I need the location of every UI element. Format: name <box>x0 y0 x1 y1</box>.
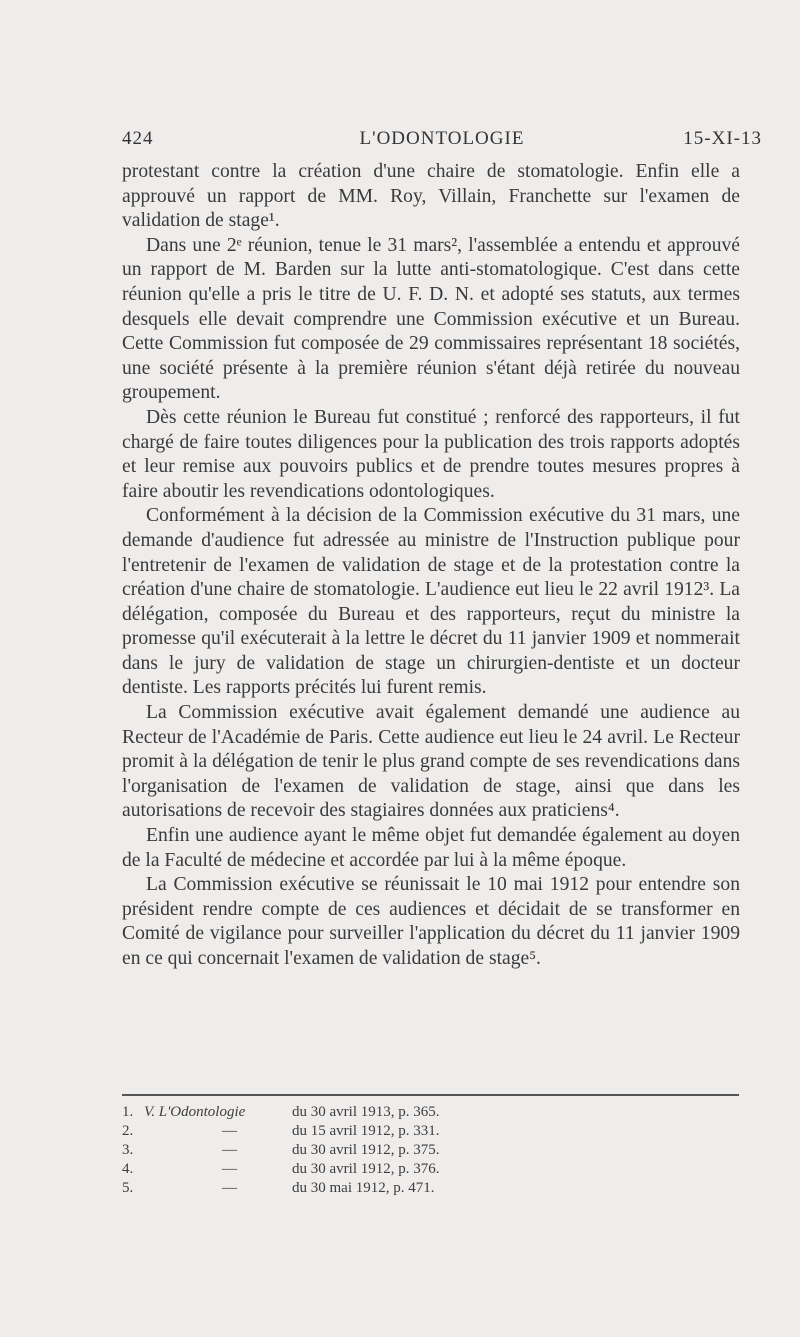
footnotes <box>122 1103 740 1198</box>
page-number: 424 <box>122 128 154 149</box>
footnote-ref: — <box>222 1180 237 1196</box>
footnote-number: 5. <box>122 1180 134 1196</box>
footnote-ref: — <box>222 1161 237 1177</box>
footnote-ref: — <box>222 1142 237 1158</box>
journal-title: L'ODONTOLOGIE <box>359 128 525 149</box>
footnote-ref: — <box>222 1123 237 1139</box>
footnote-detail: du 30 mai 1912, p. 471. <box>292 1180 435 1196</box>
footnote-detail: du 15 avril 1912, p. 331. <box>292 1123 440 1139</box>
paragraph-6: Enfin une audience ayant le même objet fut demandée également au doyen de la Faculté de médecine et accordée par lui à la même époque. <box>122 825 740 871</box>
issue-date: 15-XI-13 <box>683 128 762 149</box>
footnote-1 <box>122 1103 740 1122</box>
body-text <box>122 160 740 972</box>
paragraph-2: Dans une 2ᵉ réunion, tenue le 31 mars², l'assemblée a entendu et approuvé un rapport de M. Barden sur la lutte anti-stomatologique. C'est dans cette réunion qu'elle a pris le titre de U. F. D. N. et adopté ses statuts, aux termes desquels elle devait comprendre une Commission exécutive et un Bureau. Cette Commission fut composée de 29 commissaires représentant 18 sociétés, une société présente à la première réunion s'étant déjà retirée du nouveau groupement. <box>122 234 740 404</box>
footnote-detail: du 30 avril 1912, p. 375. <box>292 1142 440 1158</box>
paragraph-4: Conformément à la décision de la Commission exécutive du 31 mars, une demande d'audience fut adressée au ministre de l'Instruction publique pour l'entretenir de l'examen de validation de stage et de la protestation contre la création d'une chaire de stomatologie. L'audience eut lieu le 22 avril 1912³. La délégation, composée du Bureau et des rapporteurs, reçut du ministre la promesse qu'il exécuterait à la lettre le décret du 11 janvier 1909 et nommerait dans le jury de validation de stage un chirurgien-dentiste et un docteur dentiste. Les rapports précités lui furent remis. <box>122 505 740 699</box>
footnote-detail: du 30 avril 1913, p. 365. <box>292 1104 440 1120</box>
footnote-detail: du 30 avril 1912, p. 376. <box>292 1161 440 1177</box>
footnote-2 <box>122 1122 740 1141</box>
footnote-number: 2. <box>122 1123 134 1139</box>
running-header <box>122 128 762 152</box>
paragraph-1: protestant contre la création d'une chaire de stomatologie. Enfin elle a approuvé un rapport de MM. Roy, Villain, Franchette sur l'examen de validation de stage¹. <box>122 161 740 232</box>
footnote-4 <box>122 1160 740 1179</box>
footnote-ref: V. L'Odontologie <box>144 1104 246 1120</box>
footnote-number: 1. <box>122 1104 134 1120</box>
footnote-divider <box>122 1094 739 1096</box>
paragraph-3: Dès cette réunion le Bureau fut constitué ; renforcé des rapporteurs, il fut chargé de faire toutes diligences pour la publication des trois rapports adoptés et leur remise aux pouvoirs publics et de prendre toutes mesures propres à faire aboutir les revendications odontologiques. <box>122 406 740 502</box>
paragraph-7: La Commission exécutive se réunissait le 10 mai 1912 pour entendre son président rendre compte de ces audiences et décidait de se transformer en Comité de vigilance pour surveiller l'application du décret du 11 janvier 1909 en ce qui concernait l'examen de validation de stage⁵. <box>122 874 740 969</box>
paragraph-5: La Commission exécutive avait également demandé une audience au Recteur de l'Académie de Paris. Cette audience eut lieu le 24 avril. Le Recteur promit à la délégation de tenir le plus grand compte de ses revendications dans l'organisation de l'examen de validation de stage, ainsi que dans les autorisations de recevoir des stagiaires données aux praticiens⁴. <box>122 702 740 822</box>
footnote-5 <box>122 1179 740 1198</box>
footnote-number: 3. <box>122 1142 134 1158</box>
footnote-number: 4. <box>122 1161 134 1177</box>
footnote-3 <box>122 1141 740 1160</box>
